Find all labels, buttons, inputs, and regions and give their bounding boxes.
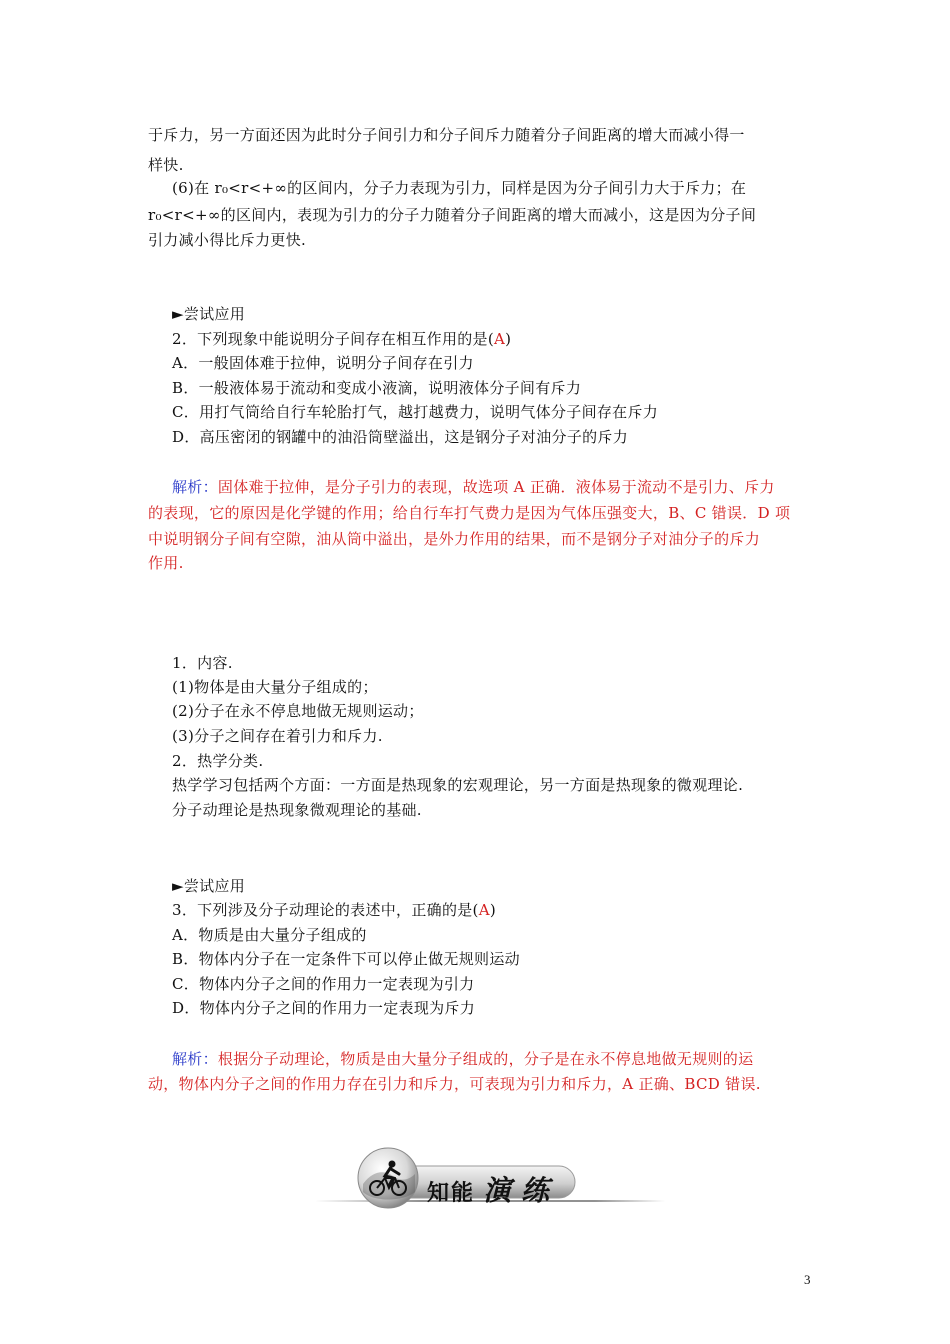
analysis-paragraph bbox=[172, 476, 840, 498]
body-text-line: (2)分子在永不停息地做无规则运动； bbox=[172, 702, 424, 720]
question-stem bbox=[172, 899, 840, 921]
analysis-label: 解析： bbox=[172, 1050, 218, 1068]
section-banner bbox=[315, 1140, 665, 1210]
section-heading: ►尝试应用 bbox=[172, 877, 246, 895]
analysis-text: 作用. bbox=[148, 554, 184, 572]
question-stem-text: 2．下列现象中能说明分子间存在相互作用的是( bbox=[172, 330, 494, 348]
analysis-paragraph bbox=[172, 1048, 840, 1070]
analysis-label: 解析： bbox=[172, 478, 218, 496]
body-text-line: (6)在 r₀<r<+∞的区间内，分子力表现为引力，同样是因为分子间引力大于斥力；在 bbox=[172, 179, 747, 197]
question-option: B．物体内分子在一定条件下可以停止做无规则运动 bbox=[172, 950, 520, 968]
question-option: A．一般固体难于拉伸，说明分子间存在引力 bbox=[172, 354, 474, 372]
question-option: D．高压密闭的钢罐中的油沿筒壁溢出，这是钢分子对油分子的斥力 bbox=[172, 428, 629, 446]
analysis-text: 动，物体内分子之间的作用力存在引力和斥力，可表现为引力和斥力，A 正确、BCD 错误. bbox=[148, 1075, 761, 1093]
section-heading: ►尝试应用 bbox=[172, 305, 246, 323]
banner-title bbox=[427, 1169, 559, 1209]
answer-letter: A bbox=[494, 330, 506, 348]
question-stem-text: 3．下列涉及分子动理论的表述中，正确的是( bbox=[172, 901, 479, 919]
analysis-text: 中说明钢分子间有空隙，油从筒中溢出，是外力作用的结果，而不是钢分子对油分子的斥力 bbox=[148, 530, 761, 548]
question-option: A．物质是由大量分子组成的 bbox=[172, 926, 367, 944]
body-text-line: (3)分子之间存在着引力和斥力. bbox=[172, 727, 383, 745]
body-text-line: 热学学习包括两个方面：一方面是热现象的宏观理论，另一方面是热现象的微观理论. bbox=[172, 776, 744, 794]
question-stem-end: ) bbox=[505, 330, 512, 348]
question-stem bbox=[172, 328, 840, 350]
question-option: B．一般液体易于流动和变成小液滴，说明液体分子间有斥力 bbox=[172, 379, 582, 397]
banner-title-part-stylized: 演练 bbox=[483, 1174, 560, 1207]
analysis-text: 固体难于拉伸，是分子引力的表现，故选项 A 正确．液体易于流动不是引力、斥力 bbox=[217, 478, 775, 496]
question-option: C．用打气筒给自行车轮胎打气，越打越费力，说明气体分子间存在斥力 bbox=[172, 403, 659, 421]
question-option: D．物体内分子之间的作用力一定表现为斥力 bbox=[172, 999, 476, 1017]
body-text-line: 样快. bbox=[148, 156, 184, 174]
question-option: C．物体内分子之间的作用力一定表现为引力 bbox=[172, 975, 475, 993]
body-text-line: 2．热学分类. bbox=[172, 752, 264, 770]
page-number: 3 bbox=[804, 1272, 811, 1287]
answer-letter: A bbox=[478, 901, 490, 919]
body-text-line: 1．内容. bbox=[172, 654, 233, 672]
body-text-line: (1)物体是由大量分子组成的； bbox=[172, 678, 378, 696]
body-text-line: r₀<r<+∞的区间内，表现为引力的分子力随着分子间距离的增大而减小，这是因为分子间 bbox=[148, 206, 757, 224]
banner-title-part: 知能 bbox=[427, 1181, 476, 1206]
body-text-line: 引力减小得比斥力更快. bbox=[148, 231, 307, 249]
analysis-text: 的表现，它的原因是化学键的作用；给自行车打气费力是因为气体压强变大，B、C 错误．D 项 bbox=[148, 504, 791, 522]
body-text-line: 分子动理论是热现象微观理论的基础. bbox=[172, 801, 422, 819]
analysis-text: 根据分子动理论，物质是由大量分子组成的，分子是在永不停息地做无规则的运 bbox=[217, 1050, 754, 1068]
question-stem-end: ) bbox=[489, 901, 496, 919]
body-text-line: 于斥力，另一方面还因为此时分子间引力和分子间斥力随着分子间距离的增大而减小得一 bbox=[148, 126, 745, 144]
